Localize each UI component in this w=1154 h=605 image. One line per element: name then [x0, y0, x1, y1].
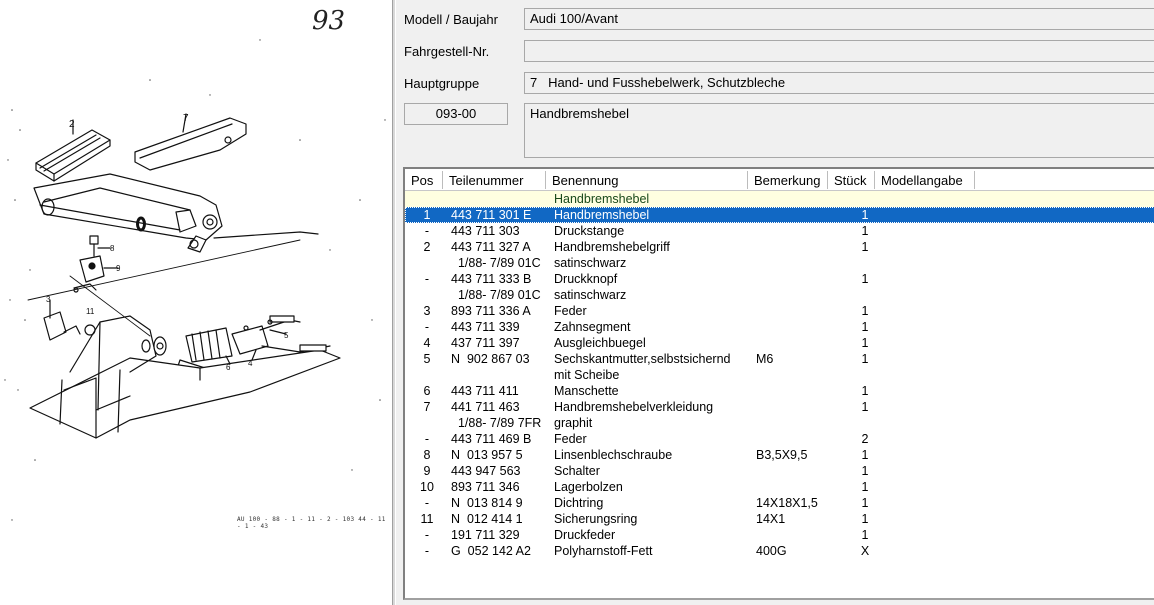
svg-text:8: 8 [110, 244, 115, 253]
cell-description: graphit [554, 416, 593, 430]
table-row[interactable] [405, 287, 1154, 303]
table-row[interactable] [405, 543, 1154, 559]
cell-pos: - [424, 496, 430, 510]
table-row[interactable] [405, 527, 1154, 543]
drawing-reference-code: AU 100 - 88 - 1 - 11 - 2 - 103 44 - 11 - 1 - 43 [237, 516, 386, 530]
cell-description: Druckknopf [554, 272, 618, 286]
cell-quantity: 1 [861, 448, 869, 462]
cell-part-number: 443 711 411 [451, 384, 519, 398]
cell-quantity: 1 [861, 240, 869, 254]
model-field[interactable]: Audi 100/Avant [524, 8, 1154, 30]
cell-part-number: N 013 814 9 [451, 496, 523, 510]
cell-quantity: 1 [861, 224, 869, 238]
table-row[interactable] [405, 511, 1154, 527]
sub-group-code[interactable]: 093-00 [404, 103, 508, 125]
column-header-quantity[interactable]: Stück [828, 171, 875, 189]
cell-part-number: N 902 867 03 [451, 352, 530, 366]
cell-remark: M6 [756, 352, 774, 366]
sub-group-description[interactable]: Handbremshebel [524, 103, 1154, 158]
table-row[interactable] [405, 447, 1154, 463]
table-row[interactable] [405, 351, 1154, 367]
svg-text:5: 5 [284, 331, 289, 340]
table-group-row[interactable] [405, 191, 1154, 207]
cell-part-number: G 052 142 A2 [451, 544, 531, 558]
cell-quantity: 1 [861, 512, 869, 526]
cell-remark: 400G [756, 544, 787, 558]
table-row[interactable] [405, 463, 1154, 479]
cell-pos: 5 [423, 352, 431, 366]
cell-pos: - [424, 224, 430, 238]
table-row[interactable] [405, 415, 1154, 431]
cell-quantity: 1 [861, 208, 869, 222]
cell-pos: 6 [423, 384, 431, 398]
table-row[interactable] [405, 223, 1154, 239]
cell-description: Handbremshebel [554, 192, 650, 206]
cell-pos: 2 [423, 240, 431, 254]
cell-quantity: 1 [861, 320, 869, 334]
table-row[interactable] [405, 399, 1154, 415]
column-header-remark[interactable]: Bemerkung [748, 171, 828, 189]
cell-remark: 14X1 [756, 512, 786, 526]
cell-part-number: N 013 957 5 [451, 448, 523, 462]
column-header-pos[interactable]: Pos [405, 171, 443, 189]
cell-pos: 9 [423, 464, 431, 478]
cell-description: Lagerbolzen [554, 480, 623, 494]
cell-description: Sicherungsring [554, 512, 638, 526]
cell-description: Druckstange [554, 224, 625, 238]
cell-remark: 14X18X1,5 [756, 496, 818, 510]
model-label: Modell / Baujahr [404, 12, 498, 27]
table-row[interactable] [405, 319, 1154, 335]
cell-description: Zahnsegment [554, 320, 631, 334]
cell-part-number: 893 711 346 [451, 480, 520, 494]
cell-quantity: 1 [861, 384, 869, 398]
part-7-cover [135, 113, 246, 170]
svg-text:4: 4 [248, 359, 253, 368]
cell-part-number: 1/88- 7/89 7FR [451, 416, 542, 430]
cell-pos: 11 [420, 512, 434, 526]
cell-description: Druckfeder [554, 528, 616, 542]
cell-part-number: 191 711 329 [451, 528, 520, 542]
column-header-description[interactable]: Benennung [546, 171, 748, 189]
cell-quantity: 1 [861, 352, 869, 366]
cell-quantity: 1 [861, 304, 869, 318]
cell-part-number: N 012 414 1 [451, 512, 523, 526]
cell-part-number: 443 711 301 E [451, 208, 532, 222]
cell-remark: B3,5X9,5 [756, 448, 808, 462]
cell-description: satinschwarz [554, 256, 627, 270]
chassis-number-label: Fahrgestell-Nr. [404, 44, 490, 59]
splitter[interactable] [392, 0, 396, 605]
cell-quantity: 1 [861, 272, 869, 286]
main-group-label: Hauptgruppe [404, 76, 480, 91]
cell-pos: 10 [420, 480, 434, 494]
cell-quantity: X [860, 544, 870, 558]
part-2-grip [36, 119, 110, 181]
cell-quantity: 1 [861, 400, 869, 414]
cell-pos: - [424, 432, 430, 446]
cell-part-number: 443 711 327 A [451, 240, 531, 254]
floor-bracket [28, 240, 340, 438]
exploded-parts-diagram [0, 0, 392, 605]
cell-description: Dichtring [554, 496, 604, 510]
cell-description: Manschette [554, 384, 619, 398]
cell-part-number: 443 711 303 [451, 224, 520, 238]
cell-quantity: 1 [861, 480, 869, 494]
cell-description: Feder [554, 304, 587, 318]
cell-pos: 7 [423, 400, 431, 414]
table-row[interactable] [405, 303, 1154, 319]
part-8-9-switch [74, 236, 121, 292]
cell-pos: - [424, 320, 430, 334]
svg-text:6: 6 [226, 363, 231, 372]
svg-text:2: 2 [69, 119, 75, 130]
cell-description: Handbremshebel [554, 208, 650, 222]
cell-description: Feder [554, 432, 587, 446]
cell-part-number: 443 711 469 B [451, 432, 532, 446]
table-header [405, 169, 1154, 191]
table-row[interactable] [405, 479, 1154, 495]
cell-description: mit Scheibe [554, 368, 620, 382]
cell-part-number: 1/88- 7/89 01C [451, 256, 541, 270]
chassis-number-field[interactable] [524, 40, 1154, 62]
svg-text:3: 3 [46, 295, 51, 304]
table-row[interactable] [405, 271, 1154, 287]
cell-part-number: 1/88- 7/89 01C [451, 288, 541, 302]
table-row[interactable] [405, 239, 1154, 255]
table-body [405, 191, 1154, 559]
cell-pos: - [424, 528, 430, 542]
cell-description: Schalter [554, 464, 600, 478]
cell-part-number: 893 711 336 A [451, 304, 531, 318]
cell-pos: 1 [423, 208, 431, 222]
cell-description: Linsenblechschraube [554, 448, 673, 462]
table-row[interactable] [405, 495, 1154, 511]
cell-pos: - [424, 272, 430, 286]
table-row[interactable] [405, 255, 1154, 271]
cell-part-number: 437 711 397 [451, 336, 520, 350]
part-1-lever [34, 174, 318, 252]
table-row[interactable] [405, 431, 1154, 447]
main-group-field[interactable]: 7 Hand- und Fusshebelwerk, Schutzbleche [524, 72, 1154, 94]
table-row[interactable] [405, 367, 1154, 383]
cell-description: Sechskantmutter,selbstsichernd [554, 352, 731, 366]
column-header-part-number[interactable]: Teilenummer [443, 171, 546, 189]
svg-text:9: 9 [116, 264, 121, 273]
cell-part-number: 441 711 463 [451, 400, 520, 414]
cell-description: Ausgleichbuegel [554, 336, 646, 350]
cell-quantity: 1 [861, 464, 869, 478]
cell-description: satinschwarz [554, 288, 627, 302]
cell-part-number: 443 711 333 B [451, 272, 532, 286]
cell-description: Handbremshebelgriff [554, 240, 670, 254]
cell-pos: 3 [423, 304, 431, 318]
svg-text:11: 11 [86, 307, 95, 316]
cell-part-number: 443 711 339 [451, 320, 520, 334]
cell-quantity: 1 [861, 336, 869, 350]
scan-noise [4, 39, 385, 520]
table-row[interactable] [405, 335, 1154, 351]
column-header-model[interactable]: Modellangabe [875, 171, 975, 189]
svg-text:7: 7 [183, 113, 189, 124]
cell-part-number: 443 947 563 [451, 464, 521, 478]
cell-quantity: 1 [861, 496, 869, 510]
cell-description: Handbremshebelverkleidung [554, 400, 714, 414]
cell-pos: 8 [423, 448, 431, 462]
drawing-page-number: 93 [312, 6, 346, 36]
cell-pos: - [424, 544, 430, 558]
parts-drawing-pane [0, 0, 392, 605]
parts-list-table[interactable] [403, 167, 1154, 600]
cell-quantity: 2 [861, 432, 869, 446]
cell-description: Polyharnstoff-Fett [554, 544, 653, 558]
cell-quantity: 1 [861, 528, 869, 542]
table-row[interactable] [405, 207, 1154, 223]
cell-pos: 4 [423, 336, 431, 350]
table-row[interactable] [405, 383, 1154, 399]
